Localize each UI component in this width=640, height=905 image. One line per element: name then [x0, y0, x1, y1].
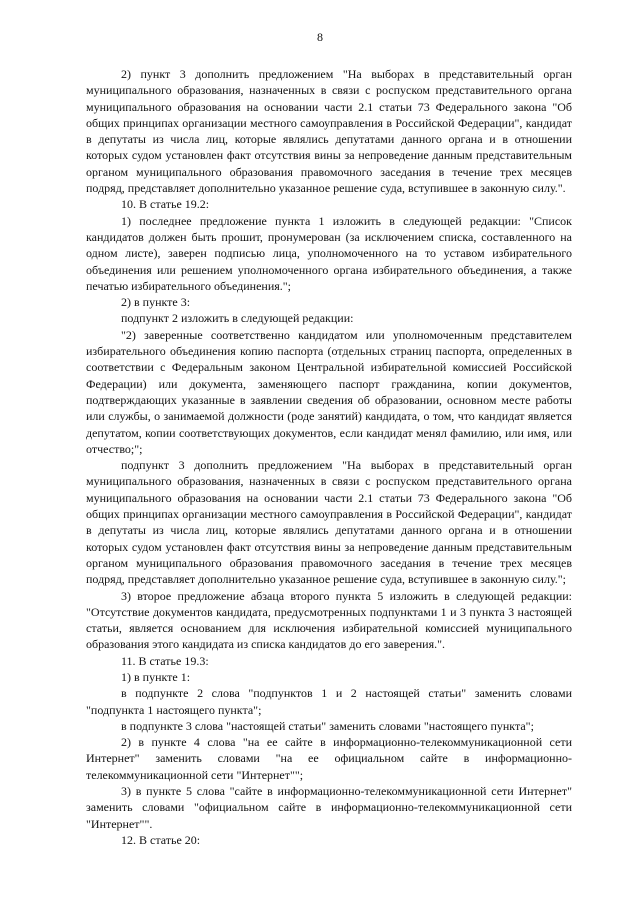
page-number: 8	[317, 30, 323, 44]
paragraph-8: 3) второе предложение абзаца второго пункта 5 изложить в следующей редакции: "Отсутствие документов кандидата, предусмотренных подпунктами 1 и 3 пункта 3 настоящей статьи, является основанием для исключения избирательной комиссией муниципального образования этого кандидата из списка кандидатов до его заверения.".	[86, 588, 572, 652]
paragraph-10: 1) в пункте 1:	[121, 669, 191, 684]
paragraph-1: 2) пункт 3 дополнить предложением "На выборах в представительный орган муниципального образования, назначенных в связи с роспуском представительного органа муниципального образования на основании части 2.1 статьи 73 Федерального закона "Об общих принципах организации местного самоуправления в Российской Федерации", кандидат в депутаты из числа лиц, которые являлись депутатами данного органа и в отношении которых судом установлен факт отсутствия вины за непроведение данным представительным органом муниципального образования правомочного заседания в течение трех месяцев подряд, представляет дополнительно указанное решение суда, вступившее в законную силу.".	[86, 67, 572, 196]
paragraph-7: подпункт 3 дополнить предложением "На выборах в представительный орган муниципального образования, назначенных в связи с роспуском представительного органа муниципального образования на основании части 2.1 статьи 73 Федерального закона "Об общих принципах организации местного самоуправления в Российской Федерации", кандидат в депутаты из числа лиц, которые являлись депутатами данного органа и в отношении которых судом установлен факт отсутствия вины за непроведение данным представительным органом муниципального образования правомочного заседания в течение трех месяцев подряд, представляет дополнительно указанное решение суда, вступившее в законную силу.";	[86, 458, 572, 587]
document-body	[86, 66, 572, 848]
paragraph-12: в подпункте 3 слова "настоящей статьи" заменить словами "настоящего пункта";	[121, 718, 534, 733]
paragraph-2: 10. В статье 19.2:	[121, 197, 210, 212]
paragraph-9: 11. В статье 19.3:	[121, 653, 209, 668]
paragraph-11: в подпункте 2 слова "подпунктов 1 и 2 настоящей статьи" заменить словами "подпункта 1 настоящего пункта";	[86, 686, 572, 717]
paragraph-13: 2) в пункте 4 слова "на ее сайте в информационно-телекоммуникационной сети Интернет" заменить словами "на ее официальном сайте в информационно-телекоммуникационной сети "Интернет"";	[86, 735, 572, 782]
paragraph-14: 3) в пункте 5 слова "сайте в информационно-телекоммуникационной сети Интернет" заменить словами "официальном сайте в информационно-телекоммуникационной сети "Интернет"".	[86, 784, 572, 831]
paragraph-4: 2) в пункте 3:	[121, 295, 191, 310]
paragraph-5: подпункт 2 изложить в следующей редакции:	[121, 311, 354, 326]
paragraph-15: 12. В статье 20:	[121, 832, 201, 847]
paragraph-6: "2) заверенные соответственно кандидатом или уполномоченным представителем избирательного объединения копию паспорта (отдельных страниц паспорта, определенных в соответствии с Федеральным законом Центральной избирательной комиссией Российской Федерации) или документа, заменяющего паспорт гражданина, копии документов, подтверждающих указанные в заявлении сведения об образовании, основном месте работы или службы, о занимаемой должности (роде занятий) кандидата, о том, что кандидат является депутатом, копии соответствующих документов, если кандидат менял фамилию, или имя, или отчество;";	[86, 327, 572, 456]
paragraph-3: 1) последнее предложение пункта 1 изложить в следующей редакции: "Список кандидатов должен быть прошит, пронумерован (за исключением списка, составленного на одном листе), заверен подписью лица, уполномоченного на то уставом избирательного объединения или решением уполномоченного органа избирательного объединения, а также печатью избирательного объединения.";	[86, 213, 572, 293]
